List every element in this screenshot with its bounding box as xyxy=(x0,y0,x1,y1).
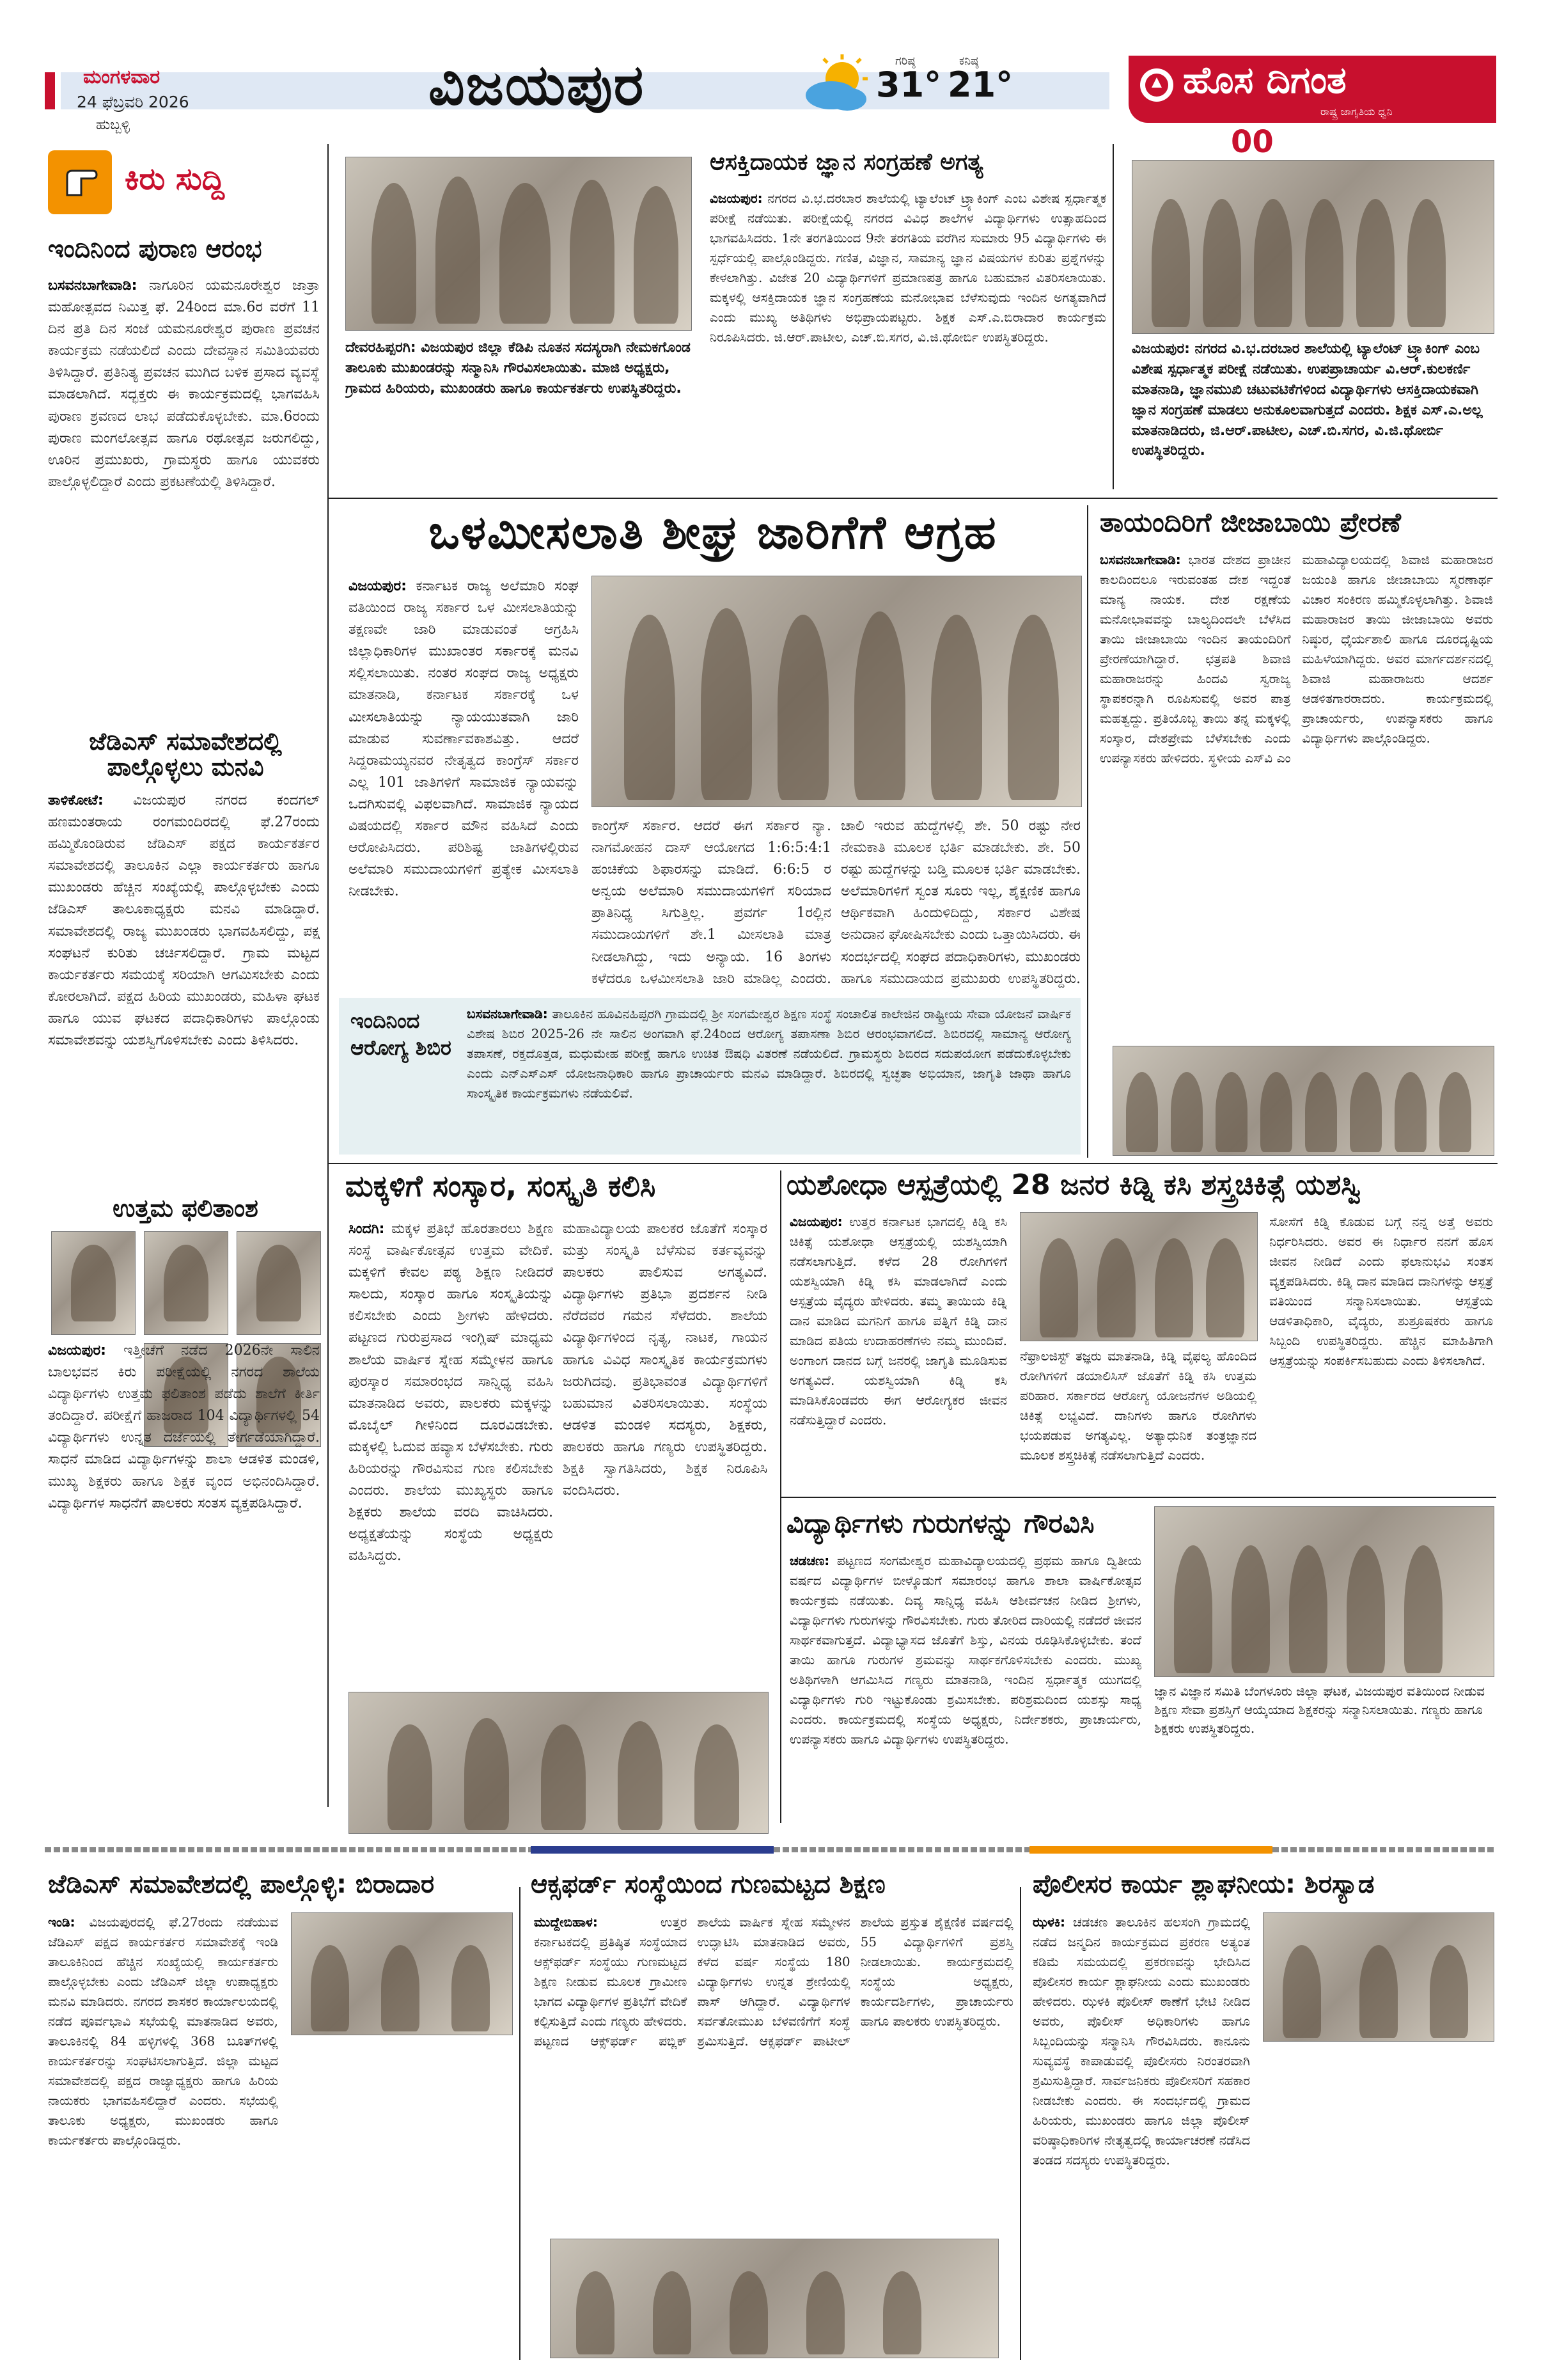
weather-cloud-icon xyxy=(802,53,873,114)
kdp-photo xyxy=(345,157,692,331)
student-photo xyxy=(237,1231,321,1335)
health-label-2: ಆರೋಗ್ಯ ಶಿಬಿರ xyxy=(350,1036,451,1060)
bottom-oxford-photo xyxy=(550,2239,999,2358)
samskara-text1: ಮಕ್ಕಳ ಪ್ರತಿಭೆ ಹೊರತಾರಲು ಶಿಕ್ಷಣ ಸಂಸ್ಥೆ ವಾರ್ಷಿಕೋತ್ಸವ ಉತ್ತಮ ವೇದಿಕೆ. ಮಕ್ಕಳಿಗೆ ಕೇವಲ ಪಠ್ಯ ಶಿಕ್ಷಣ ನೀಡಿದರೆ ಸಾಲದು, ಸಂಸ್ಕಾರ ಹಾಗೂ ಸಂಸ್ಕೃತಿಯನ್ನು ಕಲಿಸಬೇಕು ಎಂದು ಶ್ರೀಗಳು ಹೇಳಿದರು. ಪಟ್ಟಣದ ಗುರುಪ್ರಸಾದ ಇಂಗ್ಲಿಷ್ ಮಾಧ್ಯಮ ಶಾಲೆಯ ವಾರ್ಷಿಕ ಸ್ನೇಹ ಸಮ್ಮೇಳನ ಹಾಗೂ ಪುರಸ್ಕಾರ ಸಮಾರಂಭದ ಸಾನ್ನಿಧ್ಯ ವಹಿಸಿ ಮಾತನಾಡಿದ ಅವರು, ಪಾಲಕರು ಮಕ್ಕಳನ್ನು ಮೊಬೈಲ್ ಗೀಳಿನಿಂದ ದೂರವಿಡಬೇಕು. ಮಕ್ಕಳಲ್ಲಿ ಓದುವ ಹವ್ಯಾಸ ಬೆಳೆಸಬೇಕು. ಗುರು ಹಿರಿಯರನ್ನು ಗೌರವಿಸುವ ಗುಣ ಕಲಿಸಬೇಕು ಎಂದರು. ಶಾಲೆಯ ಮುಖ್ಯಸ್ಥರು ಹಾಗೂ ಶಿಕ್ಷಕರು ಶಾಲೆಯ ವರದಿ ವಾಚಿಸಿದರು. ಅಧ್ಯಕ್ಷತೆಯನ್ನು ಸಂಸ್ಥೆಯ ಅಧ್ಯಕ್ಷರು ವಹಿಸಿದ್ದರು. xyxy=(348,1221,553,1564)
masthead-date: 24 ಫೆಬ್ರವರಿ 2026 xyxy=(77,93,189,111)
kidney-text3: ಸೋಸೆಗೆ ಕಿಡ್ನಿ ಕೊಡುವ ಬಗ್ಗೆ ನನ್ನ ಅತ್ತೆ ಅವರು ನಿರ್ಧರಿಸಿದರು. ಅವರ ಈ ನಿರ್ಧಾರ ನನಗೆ ಹೊಸ ಜೀವನ ನೀಡಿದೆ ಎಂದು ಫಲಾನುಭವಿ ಸಂತಸ ವ್ಯಕ್ತಪಡಿಸಿದರು. ಕಿಡ್ನಿ ದಾನ ಮಾಡಿದ ದಾನಿಗಳನ್ನು ಆಸ್ಪತ್ರೆ ವತಿಯಿಂದ ಸನ್ಮಾನಿಸಲಾಯಿತು. ಆಸ್ಪತ್ರೆಯ ಆಡಳಿತಾಧಿಕಾರಿ, ವೈದ್ಯರು, ಶುಶ್ರೂಷಕರು ಹಾಗೂ ಸಿಬ್ಬಂದಿ ಉಪಸ್ಥಿತರಿದ್ದರು. ಹೆಚ್ಚಿನ ಮಾಹಿತಿಗಾಗಿ ಆಸ್ಪತ್ರೆಯನ್ನು ಸಂಪರ್ಕಿಸಬಹುದು ಎಂದು ತಿಳಿಸಲಾಗಿದೆ. xyxy=(1269,1214,1493,1368)
reservation-body2 xyxy=(591,816,831,991)
story1-body xyxy=(48,275,320,716)
kidney-photo xyxy=(1020,1212,1258,1341)
reservation-headline: ಒಳಮೀಸಲಾತಿ ಶೀಘ್ರ ಜಾರಿಗೆಗೆ ಆಗ್ರಹ xyxy=(428,505,997,559)
story3-text: ಇತ್ತೀಚೆಗೆ ನಡೆದ 2026ನೇ ಸಾಲಿನ ಬಾಲಭವನ ಕಿರು ಪರೀಕ್ಷೆಯಲ್ಲಿ ನಗರದ ಶಾಲೆಯ ವಿದ್ಯಾರ್ಥಿಗಳು ಉತ್ತಮ ಫಲಿತಾಂಶ ಪಡೆದು ಶಾಲೆಗೆ ಕೀರ್ತಿ ತಂದಿದ್ದಾರೆ. ಪರೀಕ್ಷೆಗೆ ಹಾಜರಾದ 104 ವಿದ್ಯಾರ್ಥಿಗಳಲ್ಲಿ 54 ವಿದ್ಯಾರ್ಥಿಗಳು ಉನ್ನತ ದರ್ಜೆಯಲ್ಲಿ ತೇರ್ಗಡೆಯಾಗಿದ್ದಾರೆ. ಸಾಧನೆ ಮಾಡಿದ ವಿದ್ಯಾರ್ಥಿಗಳನ್ನು ಶಾಲಾ ಆಡಳಿತ ಮಂಡಳಿ, ಮುಖ್ಯ ಶಿಕ್ಷಕರು ಹಾಗೂ ಶಿಕ್ಷಕ ವೃಂದ ಅಭಿನಂದಿಸಿದ್ದಾರೆ. ವಿದ್ಯಾರ್ಥಿಗಳ ಸಾಧನೆಗೆ ಪಾಲಕರು ಸಂತಸ ವ್ಯಕ್ತಪಡಿಸಿದ್ದಾರೆ. xyxy=(48,1343,320,1511)
kidney-headline: ಯಶೋಧಾ ಆಸ್ಪತ್ರೆಯಲ್ಲಿ 28 ಜನರ ಕಿಡ್ನಿ ಕಸಿ ಶಸ್ತ್ರಚಿಕಿತ್ಸೆ ಯಶಸ್ವಿ xyxy=(786,1169,1361,1201)
masthead-day: ಮಂಗಳವಾರ xyxy=(83,66,160,88)
jijabai-text: ಭಾರತ ದೇಶದ ಪ್ರಾಚೀನ ಕಾಲದಿಂದಲೂ ಇರುವಂತಹ ದೇಶ ಇದ್ದಂತೆ ಮಾನ್ಯ ನಾಯಕ. ದೇಶ ರಕ್ಷಣೆಯ ಮನೋಭಾವವನ್ನು ಬಾಲ್ಯದಿಂದಲೇ ಬೆಳೆಸಿದ ತಾಯಿ ಜೀಜಾಬಾಯಿ ಇಂದಿನ ತಾಯಂದಿರಿಗೆ ಪ್ರೇರಣೆಯಾಗಿದ್ದಾರೆ. ಛತ್ರಪತಿ ಶಿವಾಜಿ ಮಹಾರಾಜರನ್ನು ಹಿಂದವಿ ಸ್ವರಾಜ್ಯ ಸ್ಥಾಪಕರನ್ನಾಗಿ ರೂಪಿಸುವಲ್ಲಿ ಅವರ ಪಾತ್ರ ಮಹತ್ವದ್ದು. ಪ್ರತಿಯೊಬ್ಬ ತಾಯಿ ತನ್ನ ಮಕ್ಕಳಲ್ಲಿ ಸಂಸ್ಕಾರ, ದೇಶಪ್ರೇಮ ಬೆಳೆಸಬೇಕು ಎಂದು ಉಪನ್ಯಾಸಕರು ಹೇಳಿದರು. ಸ್ಥಳೀಯ ಎಸ್‌ವಿ ಎಂ ಮಹಾವಿದ್ಯಾಲಯದಲ್ಲಿ ಶಿವಾಜಿ ಮಹಾರಾಜರ ಜಯಂತಿ ಹಾಗೂ ಜೀಜಾಬಾಯಿ ಸ್ಮರಣಾರ್ಥ ವಿಚಾರ ಸಂಕಿರಣ ಹಮ್ಮಿಕೊಳ್ಳಲಾಗಿತ್ತು. ಶಿವಾಜಿ ಮಹಾರಾಜರ ತಾಯಿ ಜೀಜಾಬಾಯಿ ಅವರು ನಿಷ್ಠುರ, ಧೈರ್ಯಶಾಲಿ ಹಾಗೂ ದೂರದೃಷ್ಟಿಯ ಮಹಿಳೆಯಾಗಿದ್ದರು. ಅವರ ಮಾರ್ಗದರ್ಶನದಲ್ಲಿ ಶಿವಾಜಿ ಮಹಾರಾಜರು ಆದರ್ಶ ಆಡಳಿತಗಾರರಾದರು. ಕಾರ್ಯಕ್ರಮದಲ್ಲಿ ಪ್ರಾಚಾರ್ಯರು, ಉಪನ್ಯಾಸಕರು ಹಾಗೂ ವಿದ್ಯಾರ್ಥಿಗಳು ಪಾಲ್ಗೊಂಡಿದ್ದರು. xyxy=(1100,552,1493,766)
masthead-edition: ಹುಬ್ಬಳ್ಳಿ xyxy=(96,117,130,133)
jijabai-body xyxy=(1100,550,1493,1036)
bottom-police-dateline: ಝಳಕಿ: xyxy=(1033,1914,1066,1930)
story3-body xyxy=(48,1340,320,1832)
gurus-dateline: ಚಡಚಣ: xyxy=(790,1553,830,1568)
paper-logo xyxy=(1129,56,1496,123)
samskara-dateline: ಸಿಂದಗಿ: xyxy=(348,1221,385,1237)
story1-text: ನಾಗೂರಿನ ಯಮನೂರೇಶ್ವರ ಜಾತ್ರಾ ಮಹೋತ್ಸವದ ನಿಮಿತ್ತ ಫೆ. 24ರಿಂದ ಮಾ.6ರ ವರೆಗೆ 11 ದಿನ ಪ್ರತಿ ದಿನ ಸಂಜೆ ಯಮನೂರೇಶ್ವರ ಪುರಾಣ ಪ್ರವಚನ ಕಾರ್ಯಕ್ರಮ ನಡೆಯಲಿದೆ ಎಂದು ದೇವಸ್ಥಾನ ಸಮಿತಿಯವರು ತಿಳಿಸಿದ್ದಾರೆ. ಪ್ರತಿನಿತ್ಯ ಪ್ರವಚನ ಮುಗಿದ ಬಳಿಕ ಪ್ರಸಾದ ವ್ಯವಸ್ಥೆ ಮಾಡಲಾಗಿದೆ. ಸದ್ಭಕ್ತರು ಈ ಕಾರ್ಯಕ್ರಮದಲ್ಲಿ ಭಾಗವಹಿಸಿ ಪುರಾಣ ಶ್ರವಣದ ಲಾಭ ಪಡೆದುಕೊಳ್ಳಬೇಕು. ಮಾ.6ರಂದು ಪುರಾಣ ಮಂಗಲೋತ್ಸವ ಹಾಗೂ ರಥೋತ್ಸವ ಜರುಗಲಿದ್ದು, ಊರಿನ ಪ್ರಮುಖರು, ಗ್ರಾಮಸ್ಥರು ಹಾಗೂ ಯುವಕರು ಪಾಲ್ಗೊಳ್ಳಲಿದ್ದಾರೆ ಎಂದು ಪ್ರಕಟಣೆಯಲ್ಲಿ ತಿಳಿಸಿದ್ದಾರೆ. xyxy=(48,278,320,490)
bottom-jds-dateline: ಇಂಡಿ: xyxy=(48,1914,75,1930)
bottom-jds-photo xyxy=(291,1912,513,2035)
bottom-jds-headline: ಜೆಡಿಎಸ್ ಸಮಾವೇಶದಲ್ಲಿ ಪಾಲ್ಗೊಳ್ಳಿ: ಬಿರಾದಾರ xyxy=(48,1870,435,1899)
samskara-text2: ಮಹಾವಿದ್ಯಾಲಯ ಪಾಲಕರ ಜೊತೆಗೆ ಸಂಸ್ಕಾರ ಮತ್ತು ಸಂಸ್ಕೃತಿ ಬೆಳೆಸುವ ಕರ್ತವ್ಯವನ್ನು ಪಾಲಕರು ಪಾಲಿಸುವ ಅಗತ್ಯವಿದೆ. ವಿದ್ಯಾರ್ಥಿಗಳು ಪ್ರತಿಭಾ ಪ್ರದರ್ಶನ ನೀಡಿ ನೆರೆದವರ ಗಮನ ಸೆಳೆದರು. ಶಾಲೆಯ ವಿದ್ಯಾರ್ಥಿಗಳಿಂದ ನೃತ್ಯ, ನಾಟಕ, ಗಾಯನ ಹಾಗೂ ವಿವಿಧ ಸಾಂಸ್ಕೃತಿಕ ಕಾರ್ಯಕ್ರಮಗಳು ಜರುಗಿದವು. ಪ್ರತಿಭಾವಂತ ವಿದ್ಯಾರ್ಥಿಗಳಿಗೆ ಬಹುಮಾನ ವಿತರಿಸಲಾಯಿತು. ಸಂಸ್ಥೆಯ ಆಡಳಿತ ಮಂಡಳಿ ಸದಸ್ಯರು, ಶಿಕ್ಷಕರು, ಪಾಲಕರು ಹಾಗೂ ಗಣ್ಯರು ಉಪಸ್ಥಿತರಿದ್ದರು. ಶಿಕ್ಷಕಿ ಸ್ವಾಗತಿಸಿದರು, ಶಿಕ್ಷಕ ನಿರೂಪಿಸಿ ವಂದಿಸಿದರು. xyxy=(563,1221,767,1499)
knowledge-caption: ವಿಜಯಪುರ: ನಗರದ ವಿ.ಭ.ದರಬಾರ ಶಾಲೆಯಲ್ಲಿ ಟ್ಯಾಲೆಂಟ್ ಟ್ರ್ಯಾಕಿಂಗ್ ಎಂಬ ವಿಶೇಷ ಸ್ಪರ್ಧಾತ್ಮಕ ಪರೀಕ್ಷೆ ನಡೆಯಿತು. ಉಪಪ್ರಾಚಾರ್ಯ ವಿ.ಆರ್.ಕುಲಕರ್ಣಿ ಮಾತನಾಡಿ, ಜ್ಞಾನಮುಖಿ ಚಟುವಟಿಕೆಗಳಿಂದ ವಿದ್ಯಾರ್ಥಿಗಳು ಆಸಕ್ತಿದಾಯಕವಾಗಿ ಜ್ಞಾನ ಸಂಗ್ರಹಣೆ ಮಾಡಲು ಅನುಕೂಲವಾಗುತ್ತದೆ ಎಂದರು. ಶಿಕ್ಷಕ ಎಸ್.ಎ.ಅಲ್ಲ ಮಾತನಾಡಿದರು, ಜಿ.ಆರ್.ಪಾಟೀಲ, ಎಚ್.ಬಿ.ಸಗರ, ವಿ.ಜಿ.ಥೋರ್ಬಿ ಉಪಸ್ಥಿತರಿದ್ದರು. xyxy=(1132,341,1483,459)
masthead xyxy=(45,52,1496,160)
knowledge-body xyxy=(710,189,1106,489)
page-number: 00 xyxy=(1231,124,1274,160)
reservation-body1 xyxy=(348,576,579,991)
kidney-body1 xyxy=(790,1212,1007,1487)
paper-emblem-icon xyxy=(1140,68,1173,102)
health-body xyxy=(467,1004,1071,1151)
gurus-photo xyxy=(1154,1506,1494,1677)
kidney-text2: ನೆಫ್ರಾಲಜಿಸ್ಟ್ ತಜ್ಞರು ಮಾತನಾಡಿ, ಕಿಡ್ನಿ ವೈಫಲ್ಯ ಹೊಂದಿದ ರೋಗಿಗಳಿಗೆ ಡಯಾಲಿಸಿಸ್ ಜೊತೆಗೆ ಕಿಡ್ನಿ ಕಸಿ ಉತ್ತಮ ಪರಿಹಾರ. ಸರ್ಕಾರದ ಆರೋಗ್ಯ ಯೋಜನೆಗಳ ಅಡಿಯಲ್ಲಿ ಚಿಕಿತ್ಸೆ ಲಭ್ಯವಿದೆ. ದಾನಿಗಳು ಹಾಗೂ ರೋಗಿಗಳು ಭಯಪಡುವ ಅಗತ್ಯವಿಲ್ಲ. ಅತ್ಯಾಧುನಿಕ ತಂತ್ರಜ್ಞಾನದ ಮೂಲಕ ಶಸ್ತ್ರಚಿಕಿತ್ಸೆ ನಡೆಸಲಾಗುತ್ತಿದೆ ಎಂದರು. xyxy=(1020,1348,1256,1463)
reservation-text1: ಕರ್ನಾಟಕ ರಾಜ್ಯ ಅಲೆಮಾರಿ ಸಂಘ ವತಿಯಿಂದ ರಾಜ್ಯ ಸರ್ಕಾರ ಒಳ ಮೀಸಲಾತಿಯನ್ನು ತಕ್ಷಣವೇ ಜಾರಿ ಮಾಡುವಂತೆ ಆಗ್ರಹಿಸಿ ಜಿಲ್ಲಾಧಿಕಾರಿಗಳ ಮುಖಾಂತರ ಸರ್ಕಾರಕ್ಕೆ ಮನವಿ ಸಲ್ಲಿಸಲಾಯಿತು. ನಂತರ ಸಂಘದ ರಾಜ್ಯ ಅಧ್ಯಕ್ಷರು ಮಾತನಾಡಿ, ಕರ್ನಾಟಕ ಸರ್ಕಾರಕ್ಕೆ ಒಳ ಮೀಸಲಾತಿಯನ್ನು ನ್ಯಾಯಯುತವಾಗಿ ಜಾರಿ ಮಾಡುವ ಸುವರ್ಣಾವಕಾಶವಿತ್ತು. ಆದರೆ ಸಿದ್ದರಾಮಯ್ಯನವರ ನೇತೃತ್ವದ ಕಾಂಗ್ರೆಸ್ ಸರ್ಕಾರ ಎಲ್ಲ 101 ಜಾತಿಗಳಿಗೆ ಸಾಮಾಜಿಕ ನ್ಯಾಯವನ್ನು ಒದಗಿಸುವಲ್ಲಿ ವಿಫಲವಾಗಿದೆ. ಸಾಮಾಜಿಕ ನ್ಯಾಯದ ವಿಷಯದಲ್ಲಿ ಸರ್ಕಾರ ಮೌನ ವಹಿಸಿದೆ ಎಂದು ಆರೋಪಿಸಿದರು. ಪರಿಶಿಷ್ಟ ಜಾತಿಗಳಲ್ಲಿರುವ ಅಲೆಮಾರಿ ಸಮುದಾಯಗಳಿಗೆ ಪ್ರತ್ಯೇಕ ಮೀಸಲಾತಿ ನೀಡಬೇಕು. xyxy=(348,578,579,900)
paper-tagline: ರಾಷ್ಟ್ರ ಜಾಗೃತಿಯ ಧ್ವನಿ xyxy=(1320,106,1393,118)
student-photo xyxy=(51,1231,136,1335)
jijabai-dateline: ಬಸವನಬಾಗೇವಾಡಿ: xyxy=(1100,552,1181,567)
reservation-text3: ಚಾಲಿ ಇರುವ ಹುದ್ದೆಗಳಲ್ಲಿ ಶೇ. 50 ರಷ್ಟು ನೇರ ನೇಮಕಾತಿ ಮೂಲಕ ಭರ್ತಿ ಮಾಡಬೇಕು. ಶೇ. 50 ರಷ್ಟು ಹುದ್ದೆಗಳನ್ನು ಬಡ್ತಿ ಮೂಲಕ ಭರ್ತಿ ಮಾಡಬೇಕು. ಅಲೆಮಾರಿಗಳಿಗೆ ಸ್ವಂತ ಸೂರು ಇಲ್ಲ, ಶೈಕ್ಷಣಿಕ ಹಾಗೂ ಆರ್ಥಿಕವಾಗಿ ಹಿಂದುಳಿದಿದ್ದು, ಸರ್ಕಾರ ವಿಶೇಷ ಅನುದಾನ ಘೋಷಿಸಬೇಕು ಎಂದು ಒತ್ತಾಯಿಸಿದರು. ಈ ಸಂದರ್ಭದಲ್ಲಿ ಸಂಘದ ಪದಾಧಿಕಾರಿಗಳು, ಮುಖಂಡರು ಹಾಗೂ ಸಮುದಾಯದ ಪ್ರಮುಖರು ಉಪಸ್ಥಿತರಿದ್ದರು. xyxy=(841,818,1081,987)
story2-headline: ಜೆಡಿಎಸ್ ಸಮಾವೇಶದಲ್ಲಿ ಪಾಲ್ಗೊಳ್ಳಲು ಮನವಿ xyxy=(89,727,282,781)
reservation-body3 xyxy=(841,816,1081,991)
bottom-oxford-headline: ಆಕ್ಸಫರ್ಡ್ ಸಂಸ್ಥೆಯಿಂದ ಗುಣಮಟ್ಟದ ಶಿಕ್ಷಣ xyxy=(531,1870,886,1899)
samskara-body2 xyxy=(563,1218,767,1679)
gurus-caption: ಜ್ಞಾನ ವಿಜ್ಞಾನ ಸಮಿತಿ ಬೆಂಗಳೂರು ಜಿಲ್ಲಾ ಘಟಕ, ವಿಜಯಪುರ ವತಿಯಿಂದ ನೀಡುವ ಶಿಕ್ಷಣ ಸೇವಾ ಪ್ರಶಸ್ತಿಗೆ ಆಯ್ಕೆಯಾದ ಶಿಕ್ಷಕರನ್ನು ಸನ್ಮಾನಿಸಲಾಯಿತು. ಗಣ್ಯರು ಹಾಗೂ ಶಿಕ್ಷಕರು ಉಪಸ್ಥಿತರಿದ್ದರು. xyxy=(1154,1683,1485,1736)
student-photo xyxy=(144,1231,228,1335)
jijabai-headline: ತಾಯಂದಿರಿಗೆ ಜೀಜಾಬಾಯಿ ಪ್ರೇರಣೆ xyxy=(1100,507,1401,538)
bottom-police-body xyxy=(1033,1912,1250,2360)
hand-icon xyxy=(48,150,112,214)
bottom-police-photo xyxy=(1263,1912,1494,2042)
knowledge-headline: ಆಸಕ್ತಿದಾಯಕ ಜ್ಞಾನ ಸಂಗ್ರಹಣೆ ಅಗತ್ಯ xyxy=(710,149,983,175)
bottom-oxford-dateline: ಮುದ್ದೇಬಿಹಾಳ: xyxy=(534,1914,598,1930)
health-camp-box xyxy=(339,998,1081,1155)
story3-headline: ಉತ್ತಮ ಫಲಿತಾಂಶ xyxy=(113,1194,258,1222)
bottom-police-headline: ಪೊಲೀಸರ ಕಾರ್ಯ ಶ್ಲಾಘನೀಯ: ಶಿರಸ್ಯಾಡ xyxy=(1033,1870,1375,1899)
min-temp: 21° xyxy=(948,65,1013,105)
kirusuddi-title: ಕಿರು ಸುದ್ದಿ xyxy=(125,161,224,197)
kidney-body2 xyxy=(1020,1346,1256,1487)
bottom-police-text: ಚಡಚಣ ತಾಲೂಕಿನ ಹಲಸಂಗಿ ಗ್ರಾಮದಲ್ಲಿ ನಡೆದ ಜನ್ಮದಿನ ಕಾರ್ಯಕ್ರಮದ ಪ್ರಕರಣ ಅತ್ಯಂತ ಕಡಿಮೆ ಸಮಯದಲ್ಲಿ ಪ್ರಕರಣವನ್ನು ಭೇದಿಸಿದ ಪೊಲೀಸರ ಕಾರ್ಯ ಶ್ಲಾಘನೀಯ ಎಂದು ಮುಖಂಡರು ಹೇಳಿದರು. ಝಳಕಿ ಪೊಲೀಸ್ ಠಾಣೆಗೆ ಭೇಟಿ ನೀಡಿದ ಅವರು, ಪೊಲೀಸ್ ಅಧಿಕಾರಿಗಳು ಹಾಗೂ ಸಿಬ್ಬಂದಿಯನ್ನು ಸನ್ಮಾನಿಸಿ ಗೌರವಿಸಿದರು. ಕಾನೂನು ಸುವ್ಯವಸ್ಥೆ ಕಾಪಾಡುವಲ್ಲಿ ಪೊಲೀಸರು ನಿರಂತರವಾಗಿ ಶ್ರಮಿಸುತ್ತಿದ್ದಾರೆ. ಸಾರ್ವಜನಿಕರು ಪೊಲೀಸರಿಗೆ ಸಹಕಾರ ನೀಡಬೇಕು ಎಂದರು. ಈ ಸಂದರ್ಭದಲ್ಲಿ ಗ್ರಾಮದ ಹಿರಿಯರು, ಮುಖಂಡರು ಹಾಗೂ ಜಿಲ್ಲಾ ಪೊಲೀಸ್ ವರಿಷ್ಠಾಧಿಕಾರಿಗಳ ನೇತೃತ್ವದಲ್ಲಿ ಕಾರ್ಯಾಚರಣೆ ನಡೆಸಿದ ತಂಡದ ಸದಸ್ಯರು ಉಪಸ್ಥಿತರಿದ್ದರು. xyxy=(1033,1914,1250,2168)
gurus-headline: ವಿದ್ಯಾರ್ಥಿಗಳು ಗುರುಗಳನ್ನು ಗೌರವಿಸಿ xyxy=(786,1508,1095,1539)
bottom-oxford-body xyxy=(534,1912,1013,2187)
samskara-photo xyxy=(348,1692,769,1834)
kirusuddi-label xyxy=(48,150,317,214)
section-divider xyxy=(45,1842,1496,1857)
story2-text: ವಿಜಯಪುರ ನಗರದ ಕಂದಗಲ್ ಹಣಮಂತರಾಯ ರಂಗಮಂದಿರದಲ್ಲಿ ಫೆ.27ರಂದು ಹಮ್ಮಿಕೊಂಡಿರುವ ಜೆಡಿಎಸ್ ಪಕ್ಷದ ಕಾರ್ಯಕರ್ತರ ಸಮಾವೇಶದಲ್ಲಿ ತಾಲೂಕಿನ ಎಲ್ಲಾ ಕಾರ್ಯಕರ್ತರು ಹಾಗೂ ಮುಖಂಡರು ಹೆಚ್ಚಿನ ಸಂಖ್ಯೆಯಲ್ಲಿ ಪಾಲ್ಗೊಳ್ಳಬೇಕು ಎಂದು ಜೆಡಿಎಸ್ ತಾಲೂಕಾಧ್ಯಕ್ಷರು ಮನವಿ ಮಾಡಿದ್ದಾರೆ. ಸಮಾವೇಶದಲ್ಲಿ ರಾಜ್ಯ ಮುಖಂಡರು ಭಾಗವಹಿಸಲಿದ್ದು, ಪಕ್ಷ ಸಂಘಟನೆ ಕುರಿತು ಚರ್ಚಿಸಲಿದ್ದಾರೆ. ಗ್ರಾಮ ಮಟ್ಟದ ಕಾರ್ಯಕರ್ತರು ಸಮಯಕ್ಕೆ ಸರಿಯಾಗಿ ಆಗಮಿಸಬೇಕು ಎಂದು ಕೋರಲಾಗಿದೆ. ಪಕ್ಷದ ಹಿರಿಯ ಮುಖಂಡರು, ಮಹಿಳಾ ಘಟಕ ಹಾಗೂ ಯುವ ಘಟಕದ ಪದಾಧಿಕಾರಿಗಳು ಪಾಲ್ಗೊಂಡು ಸಮಾವೇಶವನ್ನು ಯಶಸ್ವಿಗೊಳಿಸಬೇಕು ಎಂದು ತಿಳಿಸಿದರು. xyxy=(48,792,320,1049)
kidney-text1: ಉತ್ತರ ಕರ್ನಾಟಕ ಭಾಗದಲ್ಲಿ ಕಿಡ್ನಿ ಕಸಿ ಚಿಕಿತ್ಸೆ ಯಶೋಧಾ ಆಸ್ಪತ್ರೆಯಲ್ಲಿ ಯಶಸ್ವಿಯಾಗಿ ನಡೆಸಲಾಗುತ್ತಿದೆ. ಕಳೆದ 28 ರೋಗಿಗಳಿಗೆ ಯಶಸ್ವಿಯಾಗಿ ಕಿಡ್ನಿ ಕಸಿ ಮಾಡಲಾಗಿದೆ ಎಂದು ಆಸ್ಪತ್ರೆಯ ವೈದ್ಯರು ಹೇಳಿದರು. ತಮ್ಮ ತಾಯಿಯ ಕಿಡ್ನಿ ದಾನ ಮಾಡಿದ ಮಗನಿಗೆ ಹಾಗೂ ಪತ್ನಿಗೆ ಕಿಡ್ನಿ ದಾನ ಮಾಡಿದ ಪತಿಯ ಉದಾಹರಣೆಗಳು ನಮ್ಮ ಮುಂದಿವೆ. ಅಂಗಾಂಗ ದಾನದ ಬಗ್ಗೆ ಜನರಲ್ಲಿ ಜಾಗೃತಿ ಮೂಡಿಸುವ ಅಗತ್ಯವಿದೆ. ಯಶಸ್ವಿಯಾಗಿ ಕಿಡ್ನಿ ಕಸಿ ಮಾಡಿಸಿಕೊಂಡವರು ಈಗ ಆರೋಗ್ಯಕರ ಜೀವನ ನಡೆಸುತ್ತಿದ್ದಾರೆ ಎಂದರು. xyxy=(790,1214,1007,1428)
health-label-1: ಇಂದಿನಿಂದ xyxy=(350,1009,420,1033)
bottom-jds-text: ವಿಜಯಪುರದಲ್ಲಿ ಫೆ.27ರಂದು ನಡೆಯುವ ಜೆಡಿಎಸ್ ಪಕ್ಷದ ಕಾರ್ಯಕರ್ತರ ಸಮಾವೇಶಕ್ಕೆ ಇಂಡಿ ತಾಲೂಕಿನಿಂದ ಹೆಚ್ಚಿನ ಸಂಖ್ಯೆಯಲ್ಲಿ ಕಾರ್ಯಕರ್ತರು ಪಾಲ್ಗೊಳ್ಳಬೇಕು ಎಂದು ಜೆಡಿಎಸ್ ಜಿಲ್ಲಾ ಉಪಾಧ್ಯಕ್ಷರು ಮನವಿ ಮಾಡಿದರು. ನಗರದ ಶಾಸಕರ ಕಾರ್ಯಾಲಯದಲ್ಲಿ ನಡೆದ ಪೂರ್ವಭಾವಿ ಸಭೆಯಲ್ಲಿ ಮಾತನಾಡಿದ ಅವರು, ತಾಲೂಕಿನಲ್ಲಿ 84 ಹಳ್ಳಿಗಳಲ್ಲಿ 368 ಬೂತ್‌ಗಳಲ್ಲಿ ಕಾರ್ಯಕರ್ತರನ್ನು ಸಂಘಟಿಸಲಾಗುತ್ತಿದೆ. ಜಿಲ್ಲಾ ಮಟ್ಟದ ಸಮಾವೇಶದಲ್ಲಿ ಪಕ್ಷದ ರಾಜ್ಯಾಧ್ಯಕ್ಷರು ಹಾಗೂ ಹಿರಿಯ ನಾಯಕರು ಭಾಗವಹಿಸಲಿದ್ದಾರೆ ಎಂದರು. ಸಭೆಯಲ್ಲಿ ತಾಲೂಕು ಅಧ್ಯಕ್ಷರು, ಮುಖಂಡರು ಹಾಗೂ ಕಾರ್ಯಕರ್ತರು ಪಾಲ್ಗೊಂಡಿದ್ದರು. xyxy=(48,1914,278,2148)
bottom-jds-body xyxy=(48,1912,278,2360)
story1-dateline: ಬಸವನಬಾಗೇವಾಡಿ: xyxy=(48,278,137,294)
reservation-dateline: ವಿಜಯಪುರ: xyxy=(348,578,407,594)
masthead-red-mark xyxy=(45,72,55,109)
kidney-body3 xyxy=(1269,1212,1493,1487)
page-title: ವಿಜಯಪುರ xyxy=(428,52,645,118)
min-temp-label: ಕನಿಷ್ಠ xyxy=(959,54,979,68)
story2-dateline: ತಾಳಿಕೋಟೆ: xyxy=(48,792,104,808)
kidney-dateline: ವಿಜಯಪುರ: xyxy=(790,1214,843,1229)
jijabai-photo xyxy=(1113,1046,1494,1156)
kdp-caption: ದೇವರಹಿಪ್ಪರಗಿ: ವಿಜಯಪುರ ಜಿಲ್ಲಾ ಕೆಡಿಪಿ ನೂತನ ಸದಸ್ಯರಾಗಿ ನೇಮಕಗೊಂಡ ತಾಲೂಕು ಮುಖಂಡರನ್ನು ಸನ್ಮಾನಿಸಿ ಗೌರವಿಸಲಾಯಿತು. ಮಾಜಿ ಅಧ್ಯಕ್ಷರು, ಗ್ರಾಮದ ಹಿರಿಯರು, ಮುಖಂಡರು ಹಾಗೂ ಕಾರ್ಯಕರ್ತರು ಉಪಸ್ಥಿತರಿದ್ದರು. xyxy=(345,340,691,397)
story3-dateline: ವಿಜಯಪುರ: xyxy=(48,1343,106,1359)
knowledge-dateline: ವಿಜಯಪುರ: xyxy=(710,191,763,206)
samskara-body1 xyxy=(348,1218,553,1679)
samskara-headline: ಮಕ್ಕಳಿಗೆ ಸಂಸ್ಕಾರ, ಸಂಸ್ಕೃತಿ ಕಲಿಸಿ xyxy=(345,1169,656,1203)
max-temp: 31° xyxy=(876,65,942,105)
reservation-text2: ಕಾಂಗ್ರೆಸ್ ಸರ್ಕಾರ. ಆದರೆ ಈಗ ಸರ್ಕಾರ ನ್ಯಾ. ನಾಗಮೋಹನ ದಾಸ್ ಆಯೋಗದ 1:6:5:4:1 ಹಂಚಿಕೆಯ ಶಿಫಾರಸನ್ನು ಮಾಡಿದೆ. 6:6:5 ರ ಅನ್ವಯ ಅಲೆಮಾರಿ ಸಮುದಾಯಗಳಿಗೆ ಸರಿಯಾದ ಪ್ರಾತಿನಿಧ್ಯ ಸಿಗುತ್ತಿಲ್ಲ. ಪ್ರವರ್ಗ 1ರಲ್ಲಿನ ಸಮುದಾಯಗಳಿಗೆ ಶೇ.1 ಮೀಸಲಾತಿ ಮಾತ್ರ ನೀಡಲಾಗಿದ್ದು, ಇದು ಅನ್ಯಾಯ. 16 ತಿಂಗಳು ಕಳೆದರೂ ಒಳಮೀಸಲಾತಿ ಜಾರಿ ಮಾಡಿಲ್ಲ ಎಂದರು. xyxy=(591,818,831,987)
knowledge-photo xyxy=(1132,160,1494,334)
max-temp-label: ಗರಿಷ್ಠ xyxy=(895,54,916,68)
paper-name: ಹೊಸ ದಿಗಂತ xyxy=(1183,58,1347,102)
knowledge-text: ನಗರದ ವಿ.ಭ.ದರಬಾರ ಶಾಲೆಯಲ್ಲಿ ಟ್ಯಾಲೆಂಟ್ ಟ್ರ್ಯಾಕಿಂಗ್ ಎಂಬ ವಿಶೇಷ ಸ್ಪರ್ಧಾತ್ಮಕ ಪರೀಕ್ಷೆ ನಡೆಯಿತು. ಪರೀಕ್ಷೆಯಲ್ಲಿ ನಗರದ ವಿವಿಧ ಶಾಲೆಗಳ ವಿದ್ಯಾರ್ಥಿಗಳು ಉತ್ಸಾಹದಿಂದ ಭಾಗವಹಿಸಿದರು. 1ನೇ ತರಗತಿಯಿಂದ 9ನೇ ತರಗತಿಯ ವರೆಗಿನ ಸುಮಾರು 95 ವಿದ್ಯಾರ್ಥಿಗಳು ಈ ಸ್ಪರ್ಧೆಯಲ್ಲಿ ಪಾಲ್ಗೊಂಡಿದ್ದರು. ಗಣಿತ, ವಿಜ್ಞಾನ, ಸಾಮಾನ್ಯ ಜ್ಞಾನ ವಿಷಯಗಳ ಕುರಿತು ಪ್ರಶ್ನೆಗಳನ್ನು ಕೇಳಲಾಗಿತ್ತು. ವಿಜೇತ 20 ವಿದ್ಯಾರ್ಥಿಗಳಿಗೆ ಪ್ರಮಾಣಪತ್ರ ಹಾಗೂ ಬಹುಮಾನ ವಿತರಿಸಲಾಯಿತು. ಮಕ್ಕಳಲ್ಲಿ ಆಸಕ್ತಿದಾಯಕ ಜ್ಞಾನ ಸಂಗ್ರಹಣೆಯ ಮನೋಭಾವ ಬೆಳೆಸುವುದು ಇಂದಿನ ಅಗತ್ಯವಾಗಿದೆ ಎಂದು ಮುಖ್ಯ ಅತಿಥಿಗಳು ಅಭಿಪ್ರಾಯಪಟ್ಟರು. ಶಿಕ್ಷಕ ಎಸ್.ಎ.ಬಿರಾದಾರ ಕಾರ್ಯಕ್ರಮ ನಿರೂಪಿಸಿದರು. ಜಿ.ಆರ್.ಪಾಟೀಲ, ಎಚ್.ಬಿ.ಸಗರ, ವಿ.ಜಿ.ಥೋರ್ಬಿ ಉಪಸ್ಥಿತರಿದ್ದರು. xyxy=(710,191,1106,345)
reservation-photo xyxy=(591,576,1082,807)
gurus-text: ಪಟ್ಟಣದ ಸಂಗಮೇಶ್ವರ ಮಹಾವಿದ್ಯಾಲಯದಲ್ಲಿ ಪ್ರಥಮ ಹಾಗೂ ದ್ವಿತೀಯ ವರ್ಷದ ವಿದ್ಯಾರ್ಥಿಗಳ ಬೀಳ್ಕೊಡುಗೆ ಸಮಾರಂಭ ಹಾಗೂ ಶಾಲಾ ವಾರ್ಷಿಕೋತ್ಸವ ಕಾರ್ಯಕ್ರಮ ನಡೆಯಿತು. ದಿವ್ಯ ಸಾನ್ನಿಧ್ಯ ವಹಿಸಿ ಆಶೀರ್ವಚನ ನೀಡಿದ ಶ್ರೀಗಳು, ವಿದ್ಯಾರ್ಥಿಗಳು ಗುರುಗಳನ್ನು ಗೌರವಿಸಬೇಕು. ಗುರು ತೋರಿದ ದಾರಿಯಲ್ಲಿ ನಡೆದರೆ ಜೀವನ ಸಾರ್ಥಕವಾಗುತ್ತದೆ. ವಿದ್ಯಾಭ್ಯಾಸದ ಜೊತೆಗೆ ಶಿಸ್ತು, ವಿನಯ ರೂಢಿಸಿಕೊಳ್ಳಬೇಕು. ತಂದೆ ತಾಯಿ ಹಾಗೂ ಗುರುಗಳ ಶ್ರಮವನ್ನು ಸಾರ್ಥಕಗೊಳಿಸಬೇಕು ಎಂದರು. ಮುಖ್ಯ ಅತಿಥಿಗಳಾಗಿ ಆಗಮಿಸಿದ ಗಣ್ಯರು ಮಾತನಾಡಿ, ಇಂದಿನ ಸ್ಪರ್ಧಾತ್ಮಕ ಯುಗದಲ್ಲಿ ವಿದ್ಯಾರ್ಥಿಗಳು ಗುರಿ ಇಟ್ಟುಕೊಂಡು ಶ್ರಮಿಸಬೇಕು. ಪರಿಶ್ರಮದಿಂದ ಯಶಸ್ಸು ಸಾಧ್ಯ ಎಂದರು. ಕಾರ್ಯಕ್ರಮದಲ್ಲಿ ಸಂಸ್ಥೆಯ ಅಧ್ಯಕ್ಷರು, ನಿರ್ದೇಶಕರು, ಪ್ರಾಚಾರ್ಯರು, ಉಪನ್ಯಾಸಕರು ಹಾಗೂ ವಿದ್ಯಾರ್ಥಿಗಳು ಉಪಸ್ಥಿತರಿದ್ದರು. xyxy=(790,1553,1141,1747)
story2-body xyxy=(48,790,320,1186)
story1-headline: ಇಂದಿನಿಂದ ಪುರಾಣ ಆರಂಭ xyxy=(48,235,262,263)
gurus-body xyxy=(790,1551,1141,1832)
health-text: ತಾಲೂಕಿನ ಹೂವಿನಹಿಪ್ಪರಗಿ ಗ್ರಾಮದಲ್ಲಿ ಶ್ರೀ ಸಂಗಮೇಶ್ವರ ಶಿಕ್ಷಣ ಸಂಸ್ಥೆ ಸಂಚಾಲಿತ ಕಾಲೇಜಿನ ರಾಷ್ಟ್ರೀಯ ಸೇವಾ ಯೋಜನೆ ವಾರ್ಷಿಕ ವಿಶೇಷ ಶಿಬಿರ 2025-26 ನೇ ಸಾಲಿನ ಅಂಗವಾಗಿ ಫೆ.24ರಿಂದ ಆರೋಗ್ಯ ತಪಾಸಣಾ ಶಿಬಿರ ಆರಂಭವಾಗಲಿದೆ. ಶಿಬಿರದಲ್ಲಿ ಸಾಮಾನ್ಯ ಆರೋಗ್ಯ ತಪಾಸಣೆ, ರಕ್ತದೊತ್ತಡ, ಮಧುಮೇಹ ಪರೀಕ್ಷೆ ಹಾಗೂ ಉಚಿತ ಔಷಧಿ ವಿತರಣೆ ನಡೆಯಲಿದೆ. ಗ್ರಾಮಸ್ಥರು ಶಿಬಿರದ ಸದುಪಯೋಗ ಪಡೆದುಕೊಳ್ಳಬೇಕು ಎಂದು ಎನ್‌ಎಸ್‌ಎಸ್ ಯೋಜನಾಧಿಕಾರಿ ಹಾಗೂ ಪ್ರಾಚಾರ್ಯರು ಮನವಿ ಮಾಡಿದ್ದಾರೆ. ಶಿಬಿರದಲ್ಲಿ ಸ್ವಚ್ಛತಾ ಅಭಿಯಾನ, ಜಾಗೃತಿ ಜಾಥಾ ಹಾಗೂ ಸಾಂಸ್ಕೃತಿಕ ಕಾರ್ಯಕ್ರಮಗಳು ನಡೆಯಲಿವೆ. xyxy=(467,1006,1071,1101)
health-dateline: ಬಸವನಬಾಗೇವಾಡಿ: xyxy=(467,1006,548,1021)
bottom-oxford-text: ಉತ್ತರ ಕರ್ನಾಟಕದಲ್ಲಿ ಪ್ರತಿಷ್ಠಿತ ಸಂಸ್ಥೆಯಾದ ಆಕ್ಸ್‌ಫರ್ಡ್ ಸಂಸ್ಥೆಯು ಗುಣಮಟ್ಟದ ಶಿಕ್ಷಣ ನೀಡುವ ಮೂಲಕ ಗ್ರಾಮೀಣ ಭಾಗದ ವಿದ್ಯಾರ್ಥಿಗಳ ಪ್ರತಿಭೆಗೆ ವೇದಿಕೆ ಕಲ್ಪಿಸುತ್ತಿದೆ ಎಂದು ಗಣ್ಯರು ಹೇಳಿದರು. ಪಟ್ಟಣದ ಆಕ್ಸ್‌ಫರ್ಡ್ ಪಬ್ಲಿಕ್ ಶಾಲೆಯ ವಾರ್ಷಿಕ ಸ್ನೇಹ ಸಮ್ಮೇಳನ ಉದ್ಘಾಟಿಸಿ ಮಾತನಾಡಿದ ಅವರು, ಕಳೆದ ವರ್ಷ ಸಂಸ್ಥೆಯ 180 ವಿದ್ಯಾರ್ಥಿಗಳು ಉನ್ನತ ಶ್ರೇಣಿಯಲ್ಲಿ ಪಾಸ್ ಆಗಿದ್ದಾರೆ. ವಿದ್ಯಾರ್ಥಿಗಳ ಸರ್ವತೋಮುಖ ಬೆಳವಣಿಗೆಗೆ ಸಂಸ್ಥೆ ಶ್ರಮಿಸುತ್ತಿದೆ. ಆಕ್ಸಫರ್ಡ್ ಪಾಟೀಲ್ ಶಾಲೆಯ ಪ್ರಸ್ತುತ ಶೈಕ್ಷಣಿಕ ವರ್ಷದಲ್ಲಿ 55 ವಿದ್ಯಾರ್ಥಿಗಳಿಗೆ ಪ್ರಶಸ್ತಿ ನೀಡಲಾಯಿತು. ಕಾರ್ಯಕ್ರಮದಲ್ಲಿ ಸಂಸ್ಥೆಯ ಅಧ್ಯಕ್ಷರು, ಕಾರ್ಯದರ್ಶಿಗಳು, ಪ್ರಾಚಾರ್ಯರು ಹಾಗೂ ಪಾಲಕರು ಉಪಸ್ಥಿತರಿದ್ದರು. xyxy=(534,1914,1013,2049)
